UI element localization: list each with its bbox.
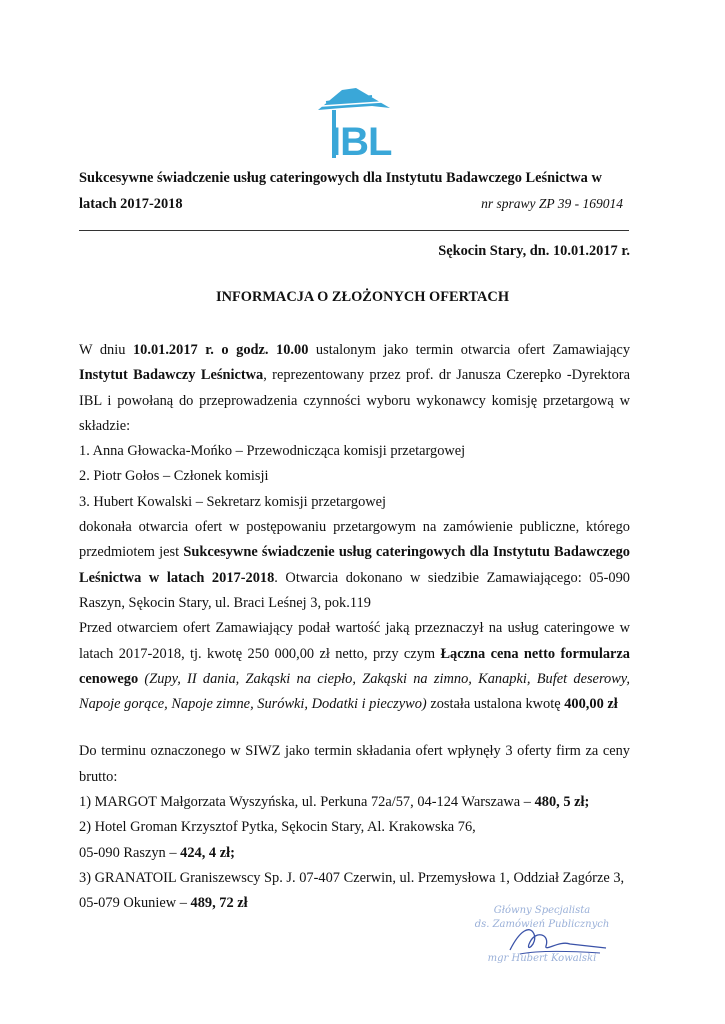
- offer-item-cont: 05-079 Okuniew – 489, 72 zł: [79, 895, 248, 912]
- paragraph-budget: Przed otwarciem ofert Zamawiający podał wartość jaką przeznaczył na usług cateringowe w latach 2017-2018, tj. kwotę 250 000,00 zł netto, przy czym Łączna cena netto formularza cenowego (Zupy, II dania, Zakąski na ciepło, Zakąski na zimno, Kanapki, Bufet deserowy, Napoje gorące, Napoje zimne, Surówki, Dodatki i pieczywo) została ustalona kwotę 400,00 zł: [79, 620, 630, 713]
- offer-item: 1) MARGOT Małgorzata Wyszyńska, ul. Perkuna 72a/57, 04-124 Warszawa – 480, 5 zł;: [79, 794, 590, 811]
- logo-text: IBL: [330, 120, 392, 164]
- stamp-line: mgr Hubert Kowalski: [487, 953, 597, 964]
- header-title: Sukcesywne świadczenie usług cateringowych dla Instytutu Badawczego Leśnictwa w latach 2017-2018: [79, 170, 602, 212]
- document-body: [79, 338, 630, 917]
- list-item: 3. Hubert Kowalski – Sekretarz komisji przetargowej: [79, 493, 387, 510]
- paragraph-subject: dokonała otwarcia ofert w postępowaniu przetargowym na zamówienie publiczne, którego przedmiotem jest Sukcesywne świadczenie usług cateringowych dla Instytutu Badawczego Leśnictwa w latach 2017-2018. Otwarcia dokonano w siedzibie Zamawiającego: 05-090 Raszyn, Sękocin Stary, ul. Braci Leśnej 3, pok.119: [79, 519, 630, 611]
- page-title: INFORMACJA O ZŁOŻONYCH OFERTACH: [215, 289, 510, 305]
- paragraph-opening: W dniu 10.01.2017 r. o godz. 10.00 ustalonym jako termin otwarcia ofert Zamawiający Instytut Badawczy Leśnictwa, reprezentowany przez prof. dr Janusza Czerepko -Dyrektora IBL i powołaną do przeprowadzenia czynności wyboru wykonawcy komisję przetargową w składzie:: [79, 342, 631, 434]
- offer-item-cont: 05-090 Raszyn – 424, 4 zł;: [79, 844, 235, 861]
- header-divider: [79, 230, 629, 231]
- offer-item: 2) Hotel Groman Krzysztof Pytka, Sękocin Stary, Al. Krakowska 76,: [79, 819, 476, 836]
- paragraph-offers-intro: Do terminu oznaczonego w SIWZ jako termin składania ofert wpłynęły 3 oferty firm za ceny brutto:: [79, 743, 630, 785]
- committee-list: [79, 439, 630, 515]
- date-line: Sękocin Stary, dn. 10.01.2017 r.: [438, 243, 630, 259]
- list-item: 2. Piotr Gołos – Członek komisji: [79, 468, 269, 485]
- case-number: nr sprawy ZP 39 - 169014: [481, 196, 623, 211]
- stamp-line: Główny Specjalista: [493, 905, 591, 916]
- offer-item: 3) GRANATOIL Graniszewscy Sp. J. 07-407 Czerwin, ul. Przemysłowa 1, Oddział Zagórze 3,: [79, 869, 625, 886]
- signature-icon: [500, 920, 610, 960]
- stamp-line: ds. Zamówień Publicznych: [474, 919, 610, 930]
- list-item: 1. Anna Głowacka-Mońko – Przewodnicząca komisji przetargowej: [79, 443, 466, 460]
